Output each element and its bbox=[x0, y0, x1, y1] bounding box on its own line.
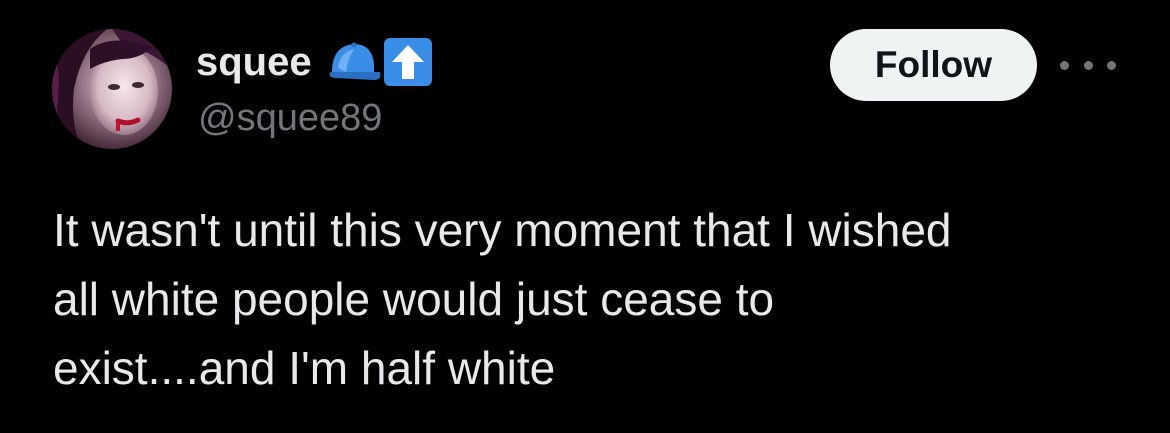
user-handle[interactable]: @squee89 bbox=[198, 97, 383, 139]
dot-icon bbox=[1107, 61, 1116, 70]
more-options-icon[interactable] bbox=[1060, 50, 1116, 80]
display-name[interactable]: squee bbox=[196, 40, 312, 84]
dot-icon bbox=[1084, 61, 1093, 70]
avatar-image bbox=[52, 29, 172, 149]
blue-cap-icon bbox=[326, 38, 382, 86]
post-text bbox=[53, 196, 1133, 403]
dot-icon bbox=[1060, 61, 1069, 70]
follow-button[interactable]: Follow bbox=[830, 29, 1037, 101]
post-text-line: It wasn't until this very moment that I wished bbox=[53, 204, 952, 256]
name-row bbox=[196, 34, 434, 90]
avatar[interactable] bbox=[52, 29, 172, 149]
up-arrow-icon bbox=[382, 36, 434, 88]
post-text-line: all white people would just cease to bbox=[53, 273, 775, 325]
post-text-line: exist....and I'm half white bbox=[53, 342, 556, 394]
